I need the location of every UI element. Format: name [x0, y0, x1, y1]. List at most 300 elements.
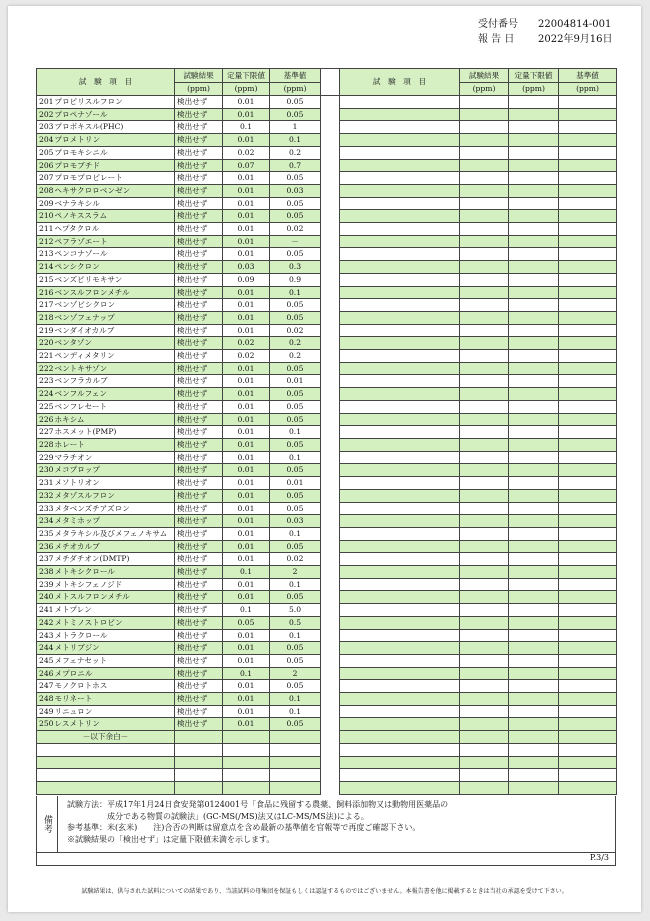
blank-limit-cell	[223, 743, 270, 756]
quantitation-limit: 0.01	[223, 197, 270, 210]
right-result-cell	[460, 248, 509, 261]
right-item-cell	[340, 121, 460, 134]
row-number: 217	[37, 299, 55, 312]
table-row	[37, 667, 617, 680]
column-gap-cell	[321, 667, 340, 680]
right-result-cell	[460, 464, 509, 477]
right-item-cell	[340, 159, 460, 172]
column-gap-cell	[321, 578, 340, 591]
right-standard-cell	[559, 553, 617, 566]
results-table	[36, 68, 617, 795]
date-label: 報 告 日	[478, 34, 515, 45]
item-name: モノクロトホス	[55, 680, 175, 693]
row-number: 219	[37, 324, 55, 337]
right-result-cell	[460, 108, 509, 121]
item-name: メトスルフロンメチル	[55, 591, 175, 604]
column-gap-cell	[321, 197, 340, 210]
standard-value: 0.1	[270, 527, 321, 540]
right-item-cell	[340, 273, 460, 286]
right-item-cell	[340, 769, 460, 782]
item-name: メトリブジン	[55, 642, 175, 655]
right-item-cell	[340, 311, 460, 324]
right-limit-cell	[509, 96, 559, 109]
right-result-cell	[460, 667, 509, 680]
row-number: 227	[37, 426, 55, 439]
item-name: リニュロン	[55, 705, 175, 718]
test-result: 検出せず	[175, 311, 223, 324]
row-number: 226	[37, 413, 55, 426]
standard-value: 0.05	[270, 311, 321, 324]
right-standard-cell	[559, 197, 617, 210]
row-number: 201	[37, 96, 55, 109]
quantitation-limit: 0.05	[223, 616, 270, 629]
right-item-cell	[340, 591, 460, 604]
table-row	[37, 108, 617, 121]
row-number: 230	[37, 464, 55, 477]
column-gap-cell	[321, 680, 340, 693]
standard-value: 0.05	[270, 197, 321, 210]
right-limit-cell	[509, 223, 559, 236]
item-name: メタミホップ	[55, 515, 175, 528]
blank-standard-cell	[270, 743, 321, 756]
column-gap-cell	[321, 337, 340, 350]
right-item-cell	[340, 134, 460, 147]
right-limit-cell	[509, 718, 559, 731]
right-standard-cell	[559, 184, 617, 197]
column-gap-cell	[321, 489, 340, 502]
right-item-cell	[340, 172, 460, 185]
right-standard-cell	[559, 769, 617, 782]
item-name: メタラキシル及びメフェノキサム	[55, 527, 175, 540]
right-result-cell	[460, 769, 509, 782]
end-marker: －以下余白－	[37, 731, 175, 744]
column-gap-cell	[321, 781, 340, 794]
right-standard-cell	[559, 337, 617, 350]
test-result: 検出せず	[175, 388, 223, 401]
column-gap-cell	[321, 769, 340, 782]
standard-value: 0.05	[270, 489, 321, 502]
standard-value: 0.05	[270, 540, 321, 553]
right-standard-cell	[559, 591, 617, 604]
right-item-cell	[340, 286, 460, 299]
test-result: 検出せず	[175, 286, 223, 299]
right-result-cell	[460, 515, 509, 528]
right-item-cell	[340, 96, 460, 109]
row-number: 210	[37, 210, 55, 223]
standard-value: 0.02	[270, 324, 321, 337]
right-standard-cell	[559, 566, 617, 579]
standard-value: 0.7	[270, 159, 321, 172]
quantitation-limit: 0.01	[223, 388, 270, 401]
item-name: マラチオン	[55, 451, 175, 464]
quantitation-limit: 0.01	[223, 502, 270, 515]
right-result-cell	[460, 451, 509, 464]
right-item-cell	[340, 540, 460, 553]
column-gap-cell	[321, 464, 340, 477]
column-gap-cell	[321, 705, 340, 718]
test-result: 検出せず	[175, 235, 223, 248]
standard-value: 0.05	[270, 96, 321, 109]
standard-value: 0.1	[270, 286, 321, 299]
table-row	[37, 566, 617, 579]
right-limit-cell	[509, 172, 559, 185]
quantitation-limit: 0.01	[223, 540, 270, 553]
test-result: 検出せず	[175, 438, 223, 451]
report-date-line	[8, 30, 614, 45]
test-result: 検出せず	[175, 642, 223, 655]
right-limit-cell	[509, 210, 559, 223]
right-item-cell	[340, 756, 460, 769]
item-name: ホスメット(PMP)	[55, 426, 175, 439]
standard-value: 0.05	[270, 502, 321, 515]
row-number: 222	[37, 362, 55, 375]
test-result: 検出せず	[175, 223, 223, 236]
test-result: 検出せず	[175, 121, 223, 134]
table-row	[37, 362, 617, 375]
right-standard-cell	[559, 743, 617, 756]
item-name: メチダチオン(DMTP)	[55, 553, 175, 566]
right-limit-cell	[509, 540, 559, 553]
test-result: 検出せず	[175, 502, 223, 515]
column-gap-cell	[321, 121, 340, 134]
right-result-cell	[460, 96, 509, 109]
col-header-item-right: 試 験 項 目	[340, 69, 460, 96]
test-result: 検出せず	[175, 629, 223, 642]
column-gap-cell	[321, 718, 340, 731]
table-row	[37, 515, 617, 528]
test-result: 検出せず	[175, 134, 223, 147]
standard-value: 0.05	[270, 388, 321, 401]
right-standard-cell	[559, 515, 617, 528]
right-result-cell	[460, 426, 509, 439]
right-standard-cell	[559, 299, 617, 312]
right-standard-cell	[559, 146, 617, 159]
standard-value: 0.05	[270, 438, 321, 451]
right-limit-cell	[509, 146, 559, 159]
test-result: 検出せず	[175, 96, 223, 109]
test-result: 検出せず	[175, 146, 223, 159]
right-limit-cell	[509, 362, 559, 375]
standard-value: 0.05	[270, 172, 321, 185]
right-standard-cell	[559, 654, 617, 667]
right-result-cell	[460, 578, 509, 591]
item-name: メタベンズチアズロン	[55, 502, 175, 515]
blank-row	[37, 756, 617, 769]
receipt-label: 受付番号	[478, 19, 518, 30]
right-item-cell	[340, 680, 460, 693]
row-number: 234	[37, 515, 55, 528]
right-limit-cell	[509, 337, 559, 350]
right-limit-cell	[509, 769, 559, 782]
quantitation-limit: 0.01	[223, 426, 270, 439]
column-gap-cell	[321, 654, 340, 667]
table-row	[37, 197, 617, 210]
standard-value: 0.2	[270, 146, 321, 159]
quantitation-limit: 0.01	[223, 438, 270, 451]
blank-row	[37, 769, 617, 782]
row-number: 221	[37, 350, 55, 363]
right-result-cell	[460, 362, 509, 375]
item-name: ベンフラカルブ	[55, 375, 175, 388]
right-result-cell	[460, 261, 509, 274]
right-item-cell	[340, 261, 460, 274]
right-item-cell	[340, 248, 460, 261]
table-row	[37, 553, 617, 566]
right-limit-cell	[509, 502, 559, 515]
right-result-cell	[460, 743, 509, 756]
right-standard-cell	[559, 781, 617, 794]
right-result-cell	[460, 235, 509, 248]
test-result: 検出せず	[175, 299, 223, 312]
quantitation-limit: 0.01	[223, 324, 270, 337]
item-name: ベナラキシル	[55, 197, 175, 210]
receipt-number: 22004814-001	[538, 19, 612, 30]
right-item-cell	[340, 705, 460, 718]
item-name: ペンディメタリン	[55, 350, 175, 363]
item-name: メソトリオン	[55, 477, 175, 490]
right-item-cell	[340, 553, 460, 566]
column-gap-cell	[321, 210, 340, 223]
right-standard-cell	[559, 680, 617, 693]
table-row	[37, 261, 617, 274]
right-limit-cell	[509, 197, 559, 210]
row-number: 244	[37, 642, 55, 655]
right-limit-cell	[509, 578, 559, 591]
right-limit-cell	[509, 388, 559, 401]
right-standard-cell	[559, 540, 617, 553]
table-row	[37, 210, 617, 223]
right-item-cell	[340, 502, 460, 515]
test-result: 検出せず	[175, 616, 223, 629]
right-limit-cell	[509, 400, 559, 413]
item-name: ホレート	[55, 438, 175, 451]
item-name: プロペナゾール	[55, 108, 175, 121]
test-result: 検出せず	[175, 591, 223, 604]
right-result-cell	[460, 388, 509, 401]
blank-item-cell	[37, 769, 175, 782]
blank-row	[37, 743, 617, 756]
remarks-line: ※試験結果の「検出せず」は定量下限値未満を示します。	[67, 834, 275, 844]
right-result-cell	[460, 197, 509, 210]
table-row	[37, 337, 617, 350]
right-result-cell	[460, 629, 509, 642]
right-limit-cell	[509, 515, 559, 528]
quantitation-limit: 0.01	[223, 591, 270, 604]
column-gap-cell	[321, 388, 340, 401]
right-item-cell	[340, 299, 460, 312]
page-number-box	[36, 852, 616, 866]
blank-result-cell	[175, 731, 223, 744]
receipt-number-line	[8, 15, 614, 30]
column-gap-cell	[321, 540, 340, 553]
table-row	[37, 604, 617, 617]
right-limit-cell	[509, 159, 559, 172]
right-item-cell	[340, 235, 460, 248]
right-limit-cell	[509, 134, 559, 147]
row-number: 224	[37, 388, 55, 401]
right-item-cell	[340, 197, 460, 210]
test-result: 検出せず	[175, 451, 223, 464]
right-standard-cell	[559, 629, 617, 642]
standard-value: 0.02	[270, 223, 321, 236]
blank-limit-cell	[223, 781, 270, 794]
right-standard-cell	[559, 108, 617, 121]
item-name: モリネート	[55, 693, 175, 706]
item-name: ペンコナゾール	[55, 248, 175, 261]
table-row	[37, 540, 617, 553]
blank-result-cell	[175, 743, 223, 756]
item-name: メコプロップ	[55, 464, 175, 477]
right-standard-cell	[559, 438, 617, 451]
item-name: ベンスルフロンメチル	[55, 286, 175, 299]
row-number: 245	[37, 654, 55, 667]
right-limit-cell	[509, 324, 559, 337]
right-result-cell	[460, 566, 509, 579]
standard-value: 0.02	[270, 553, 321, 566]
test-result: 検出せず	[175, 362, 223, 375]
test-result: 検出せず	[175, 426, 223, 439]
row-number: 237	[37, 553, 55, 566]
row-number: 202	[37, 108, 55, 121]
unit-standard-right: (ppm)	[559, 83, 617, 96]
remarks-label: 備考	[37, 796, 58, 852]
item-name: ベンゾフェナップ	[55, 311, 175, 324]
row-number: 231	[37, 477, 55, 490]
column-gap-cell	[321, 426, 340, 439]
right-limit-cell	[509, 273, 559, 286]
item-name: ペフラゾエート	[55, 235, 175, 248]
column-gap-cell	[321, 248, 340, 261]
right-result-cell	[460, 438, 509, 451]
col-header-standard: 基準値	[270, 69, 321, 83]
row-number: 206	[37, 159, 55, 172]
item-name: メタゾスルフロン	[55, 489, 175, 502]
row-number: 235	[37, 527, 55, 540]
col-header-result: 試験結果	[175, 69, 223, 83]
quantitation-limit: 0.01	[223, 311, 270, 324]
column-gap-cell	[321, 134, 340, 147]
col-header-standard-right: 基準値	[559, 69, 617, 83]
item-name: プロメトリン	[55, 134, 175, 147]
standard-value: 0.05	[270, 210, 321, 223]
right-standard-cell	[559, 502, 617, 515]
row-number: 243	[37, 629, 55, 642]
quantitation-limit: 0.1	[223, 121, 270, 134]
standard-value: 2	[270, 667, 321, 680]
right-limit-cell	[509, 477, 559, 490]
blank-limit-cell	[223, 731, 270, 744]
standard-value: 0.2	[270, 350, 321, 363]
right-item-cell	[340, 642, 460, 655]
column-gap-cell	[321, 286, 340, 299]
quantitation-limit: 0.01	[223, 248, 270, 261]
col-header-result-right: 試験結果	[460, 69, 509, 83]
right-standard-cell	[559, 311, 617, 324]
row-number: 213	[37, 248, 55, 261]
right-item-cell	[340, 337, 460, 350]
right-limit-cell	[509, 426, 559, 439]
column-gap-cell	[321, 172, 340, 185]
right-result-cell	[460, 273, 509, 286]
blank-row	[37, 781, 617, 794]
row-number: 220	[37, 337, 55, 350]
standard-value: 0.05	[270, 718, 321, 731]
column-gap-cell	[321, 451, 340, 464]
table-row	[37, 426, 617, 439]
row-number: 212	[37, 235, 55, 248]
table-row	[37, 134, 617, 147]
right-standard-cell	[559, 426, 617, 439]
right-item-cell	[340, 781, 460, 794]
item-name: ベンダイオカルブ	[55, 324, 175, 337]
quantitation-limit: 0.01	[223, 642, 270, 655]
table-row	[37, 146, 617, 159]
table-row	[37, 311, 617, 324]
right-standard-cell	[559, 248, 617, 261]
item-name: メフェナセット	[55, 654, 175, 667]
row-number: 215	[37, 273, 55, 286]
right-result-cell	[460, 781, 509, 794]
row-number: 233	[37, 502, 55, 515]
right-limit-cell	[509, 121, 559, 134]
table-row	[37, 464, 617, 477]
right-item-cell	[340, 324, 460, 337]
test-result: 検出せず	[175, 667, 223, 680]
column-gap-cell	[321, 502, 340, 515]
row-number: 225	[37, 400, 55, 413]
right-limit-cell	[509, 464, 559, 477]
right-standard-cell	[559, 388, 617, 401]
test-result: 検出せず	[175, 350, 223, 363]
column-gap-cell	[321, 515, 340, 528]
column-gap-cell	[321, 108, 340, 121]
row-number: 229	[37, 451, 55, 464]
row-number: 204	[37, 134, 55, 147]
table-row	[37, 299, 617, 312]
column-gap-cell	[321, 604, 340, 617]
quantitation-limit: 0.01	[223, 629, 270, 642]
right-limit-cell	[509, 235, 559, 248]
right-limit-cell	[509, 350, 559, 363]
item-name: プロポキスル(PHC)	[55, 121, 175, 134]
table-row	[37, 629, 617, 642]
row-number: 248	[37, 693, 55, 706]
right-result-cell	[460, 299, 509, 312]
quantitation-limit: 0.01	[223, 235, 270, 248]
remarks-line: 成分である物質の試験法」(GC-MS(/MS)法又はLC-MS/MS法)による。	[67, 811, 369, 821]
quantitation-limit: 0.01	[223, 705, 270, 718]
quantitation-limit: 0.01	[223, 210, 270, 223]
item-name: メトミノストロビン	[55, 616, 175, 629]
test-result: 検出せず	[175, 413, 223, 426]
right-standard-cell	[559, 134, 617, 147]
item-name: メトプレン	[55, 604, 175, 617]
right-result-cell	[460, 705, 509, 718]
quantitation-limit: 0.01	[223, 299, 270, 312]
quantitation-limit: 0.01	[223, 96, 270, 109]
right-standard-cell	[559, 578, 617, 591]
item-name: ベントキサゾン	[55, 362, 175, 375]
column-gap-cell	[321, 477, 340, 490]
right-item-cell	[340, 426, 460, 439]
right-limit-cell	[509, 311, 559, 324]
test-result: 検出せず	[175, 693, 223, 706]
remarks-line: 試験方法：平成17年1月24日食安発第0124001号「食品に残留する農薬、飼料添加物又は動物用医薬品の	[67, 800, 449, 809]
table-row	[37, 273, 617, 286]
right-item-cell	[340, 400, 460, 413]
column-gap-cell	[321, 273, 340, 286]
quantitation-limit: 0.01	[223, 578, 270, 591]
